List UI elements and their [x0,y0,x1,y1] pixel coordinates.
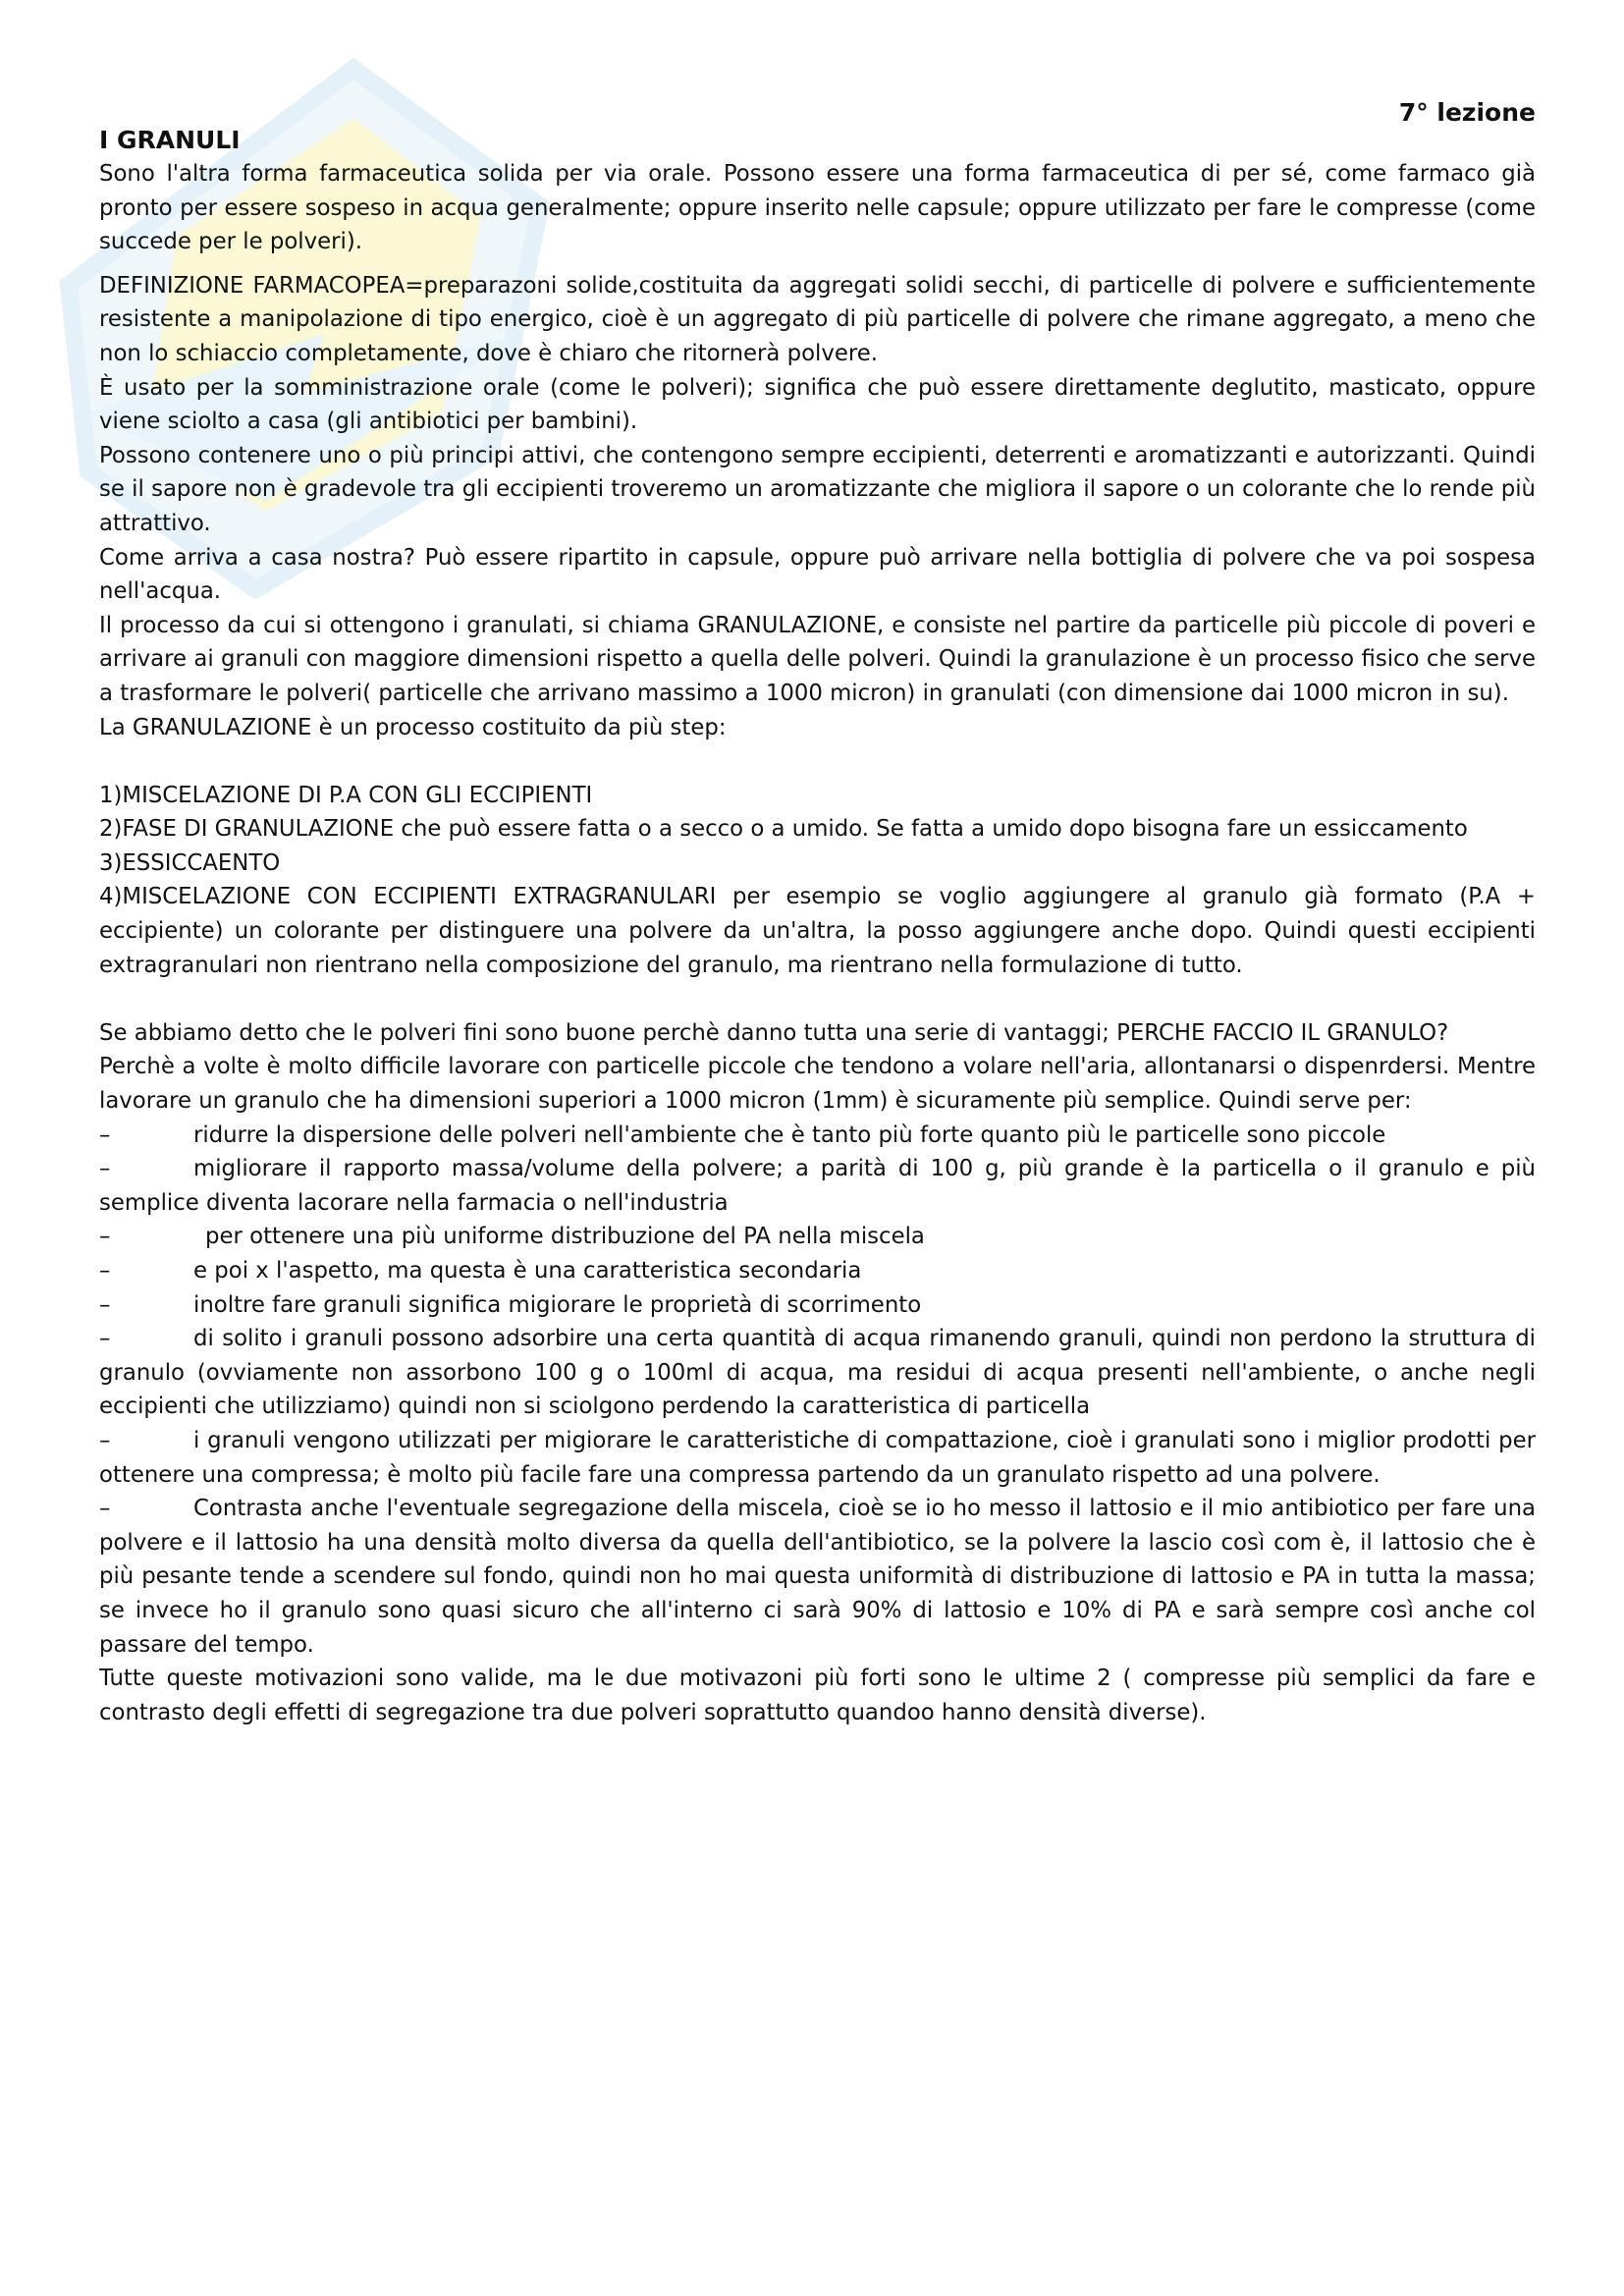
bullet-dash: – [99,1326,111,1352]
blank-line [99,744,1536,779]
bullet-text: i granuli vengono utilizzati per migiorare le caratteristiche di compattazione, cioè i granulati sono i miglior prodotti per ottenere una compressa; è molto più facile fare una compressa partendo da un granulato rispetto ad una polvere. [99,1427,1536,1488]
bullet-item [99,1152,1536,1220]
bullet-dash: – [99,1496,111,1522]
paragraph-why-granule: Se abbiamo detto che le polveri fini sono buone perchè danno tutta una serie di vantaggi; PERCHE FACCIO IL GRANULO? [99,1019,1449,1046]
bullet-dash: – [99,1121,111,1148]
paragraph-process: Il processo da cui si ottengono i granulati, si chiama GRANULAZIONE, e consiste nel partire da particelle più piccole di poveri e arrivare ai granuli con maggiore dimensioni rispetto a quella delle polveri. Quindi la granulazione è un processo fisico che serve a trasformare le polveri( particelle che arrivano massimo a 1000 micron) in granulati (con dimensione dai 1000 micron in su). [99,612,1536,706]
paragraph-reasons-intro: Perchè a volte è molto difficile lavorare con particelle piccole che tendono a volare nell'aria, allontanarsi o dispenrdersi. Mentre lavorare un granulo che ha dimensioni superiori a 1000 micron (1mm) è sicuramente più semplice. Quindi serve per: [99,1054,1536,1115]
bullet-item [99,1424,1536,1492]
bullet-item [99,1288,1536,1323]
document-page [99,96,1536,1729]
paragraph-oral-use: È usato per la somministrazione orale (come le polveri); significa che può essere direttamente deglutito, masticato, oppure viene sciolto a casa (gli antibiotici per bambini). [99,374,1536,435]
bullet-text: e poi x l'aspetto, ma questa è una caratteristica secondaria [193,1258,862,1284]
paragraph-delivery: Come arriva a casa nostra? Può essere ripartito in capsule, oppure può arrivare nella bottiglia di polvere che va poi sospesa nell'acqua. [99,544,1536,605]
paragraph-definition: DEFINIZIONE FARMACOPEA=preparazoni solide,costituita da aggregati solidi secchi, di particelle di polvere e sufficientemente resistente a manipolazione di tipo energico, cioè è un aggregato di più particelle di polvere che rimane aggregato, a meno che non lo schiaccio completamente, dove è chiaro che ritornerà polvere. [99,272,1536,366]
bullet-item [99,1220,1536,1254]
bullet-text: di solito i granuli possono adsorbire una certa quantità di acqua rimanendo granuli, quindi non perdono la struttura di granulo (ovviamente non assorbono 100 g o 100ml di acqua, ma residui di acqua presenti nell'ambiente, o anche negli eccipienti che utilizziamo) quindi non si sciolgono perdendo la caratteristica di particella [99,1326,1536,1420]
bullet-text: migliorare il rapporto massa/volume della polvere; a parità di 100 g, più grande è la particella o il granulo e più semplice diventa lacorare nella farmacia o nell'industria [99,1156,1536,1216]
step-item: 4)MISCELAZIONE CON ECCIPIENTI EXTRAGRANULARI per esempio se voglio aggiungere al granulo già formato (P.A + eccipiente) un colorante per distinguere una polvere da un'altra, la posso aggiungere anche dopo. Quindi questi eccipienti extragranulari non rientrano nella composizione del granulo, ma rientrano nella formulazione di tutto. [99,884,1536,978]
document-title: I GRANULI [99,126,241,154]
bullet-text: per ottenere una più uniforme distribuzione del PA nella miscela [205,1224,925,1250]
bullet-dash: – [99,1258,111,1284]
paragraph-contents: Possono contenere uno o più principi attivi, che contengono sempre eccipienti, deterrenti e aromatizzanti e autorizzanti. Quindi se il sapore non è gradevole tra gli eccipienti troveremo un aromatizzante che migliora il sapore o un colorante che lo rende più attrattivo. [99,442,1536,536]
bullet-item [99,1322,1536,1424]
blank-line [99,982,1536,1016]
bullet-dash: – [99,1427,111,1453]
bullet-text: inoltre fare granuli significa migiorare le proprietà di scorrimento [193,1291,922,1318]
step-item: 3)ESSICCAENTO [99,849,281,876]
bullet-item [99,1119,1536,1153]
paragraph-intro: Sono l'altra forma farmaceutica solida per via orale. Possono essere una forma farmaceutica di per sé, come farmaco già pronto per essere sospeso in acqua generalmente; oppure inserito nelle capsule; oppure utilizzato per fare le compresse (come succede per le polveri). [99,161,1536,255]
bullet-dash: – [99,1156,111,1182]
bullet-dash: – [99,1224,111,1250]
bullet-text: Contrasta anche l'eventuale segregazione della miscela, cioè se io ho messo il lattosio e il mio antibiotico per fare una polvere e il lattosio ha una densità molto diversa da quella dell'antibiotico, se la polvere la lascio così com è, il lattosio che è più pesante tende a scendere sul fondo, quindi non ho mai questa uniformità di distribuzione di lattosio e PA in tutta la massa; se invece ho il granulo sono quasi sicuro che all'interno ci sarà 90% di lattosio e 10% di PA e sarà sempre così anche col passare del tempo. [99,1496,1536,1658]
bullet-item [99,1492,1536,1662]
lesson-number: 7° lezione [1398,98,1536,127]
paragraph-conclusion: Tutte queste motivazioni sono valide, ma le due motivazoni più forti sono le ultime 2 ( compresse più semplici da fare e contrasto degli effetti di segregazione tra due polveri soprattutto quandoo hanno densità diverse). [99,1666,1536,1725]
bullet-text: ridurre la dispersione delle polveri nell'ambiente che è tanto più forte quanto più le particelle sono piccole [193,1121,1386,1148]
step-item: 1)MISCELAZIONE DI P.A CON GLI ECCIPIENTI [99,782,593,808]
paragraph-steps-intro: La GRANULAZIONE è un processo costituito da più step: [99,714,727,740]
bullet-item [99,1254,1536,1288]
step-item: 2)FASE DI GRANULAZIONE che può essere fatta o a secco o a umido. Se fatta a umido dopo bisogna fare un essiccamento [99,816,1468,843]
bullet-dash: – [99,1291,111,1318]
